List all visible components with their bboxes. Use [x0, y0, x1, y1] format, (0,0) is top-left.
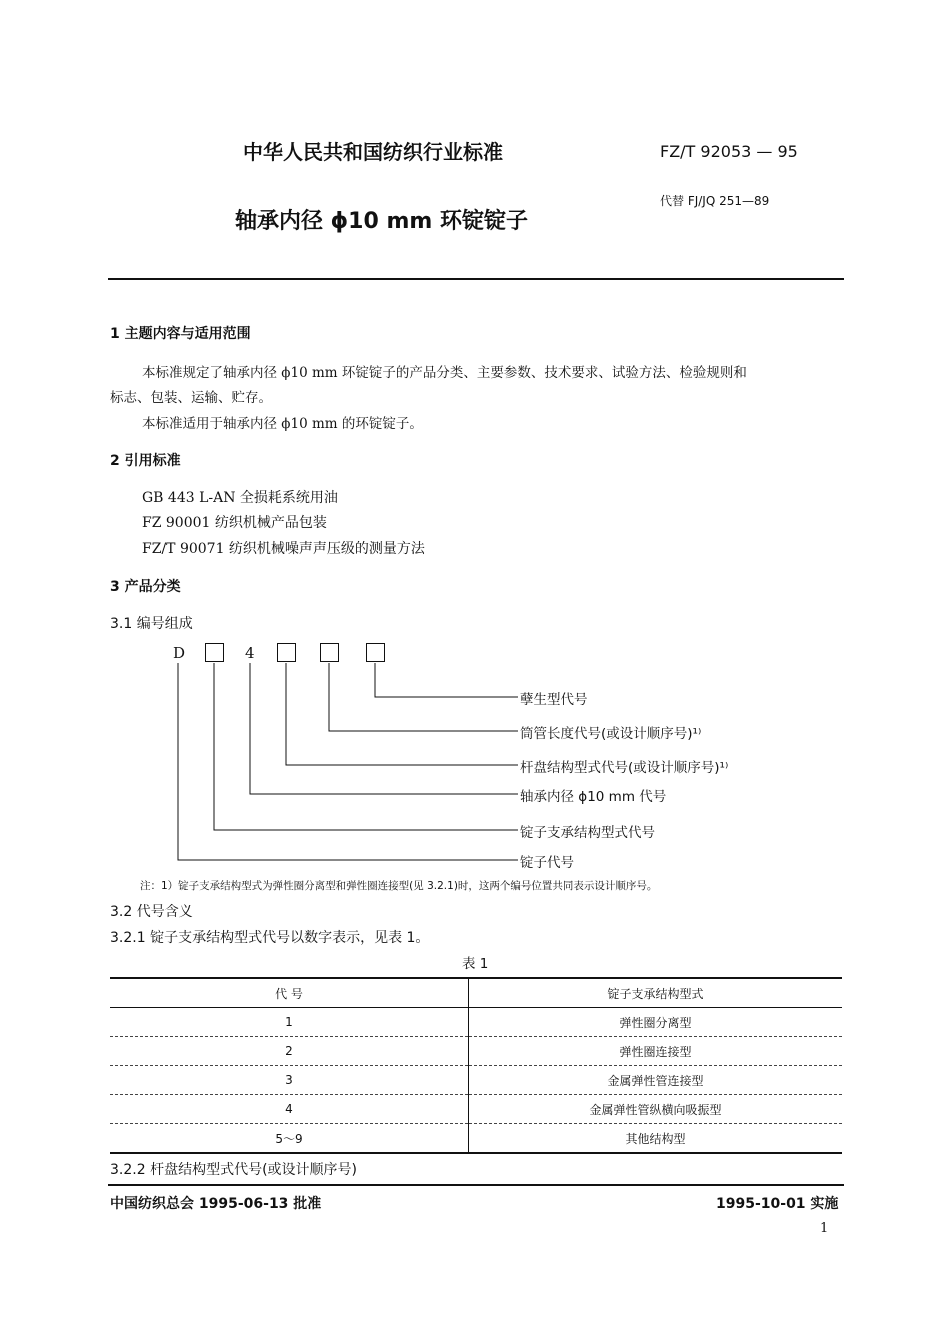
label-bearing-code: 轴承内径 ϕ10 mm 代号 [520, 789, 667, 805]
section-3-2-2-heading: 3.2.2 杆盘结构型式代号(或设计顺序号) [110, 1162, 357, 1178]
section-1-para-1-line-2: 标志、包装、运输、贮存。 [110, 390, 272, 406]
leader-line-bearing-code [250, 663, 518, 794]
table-row [110, 1037, 842, 1066]
section-1-para-1-line-1: 本标准规定了轴承内径 ϕ10 mm 环锭锭子的产品分类、主要参数、技术要求、试验方法、检验规则和 [142, 365, 747, 381]
table-cell-code: 5～9 [110, 1124, 469, 1154]
table-row [110, 1066, 842, 1095]
table-cell-support-type: 弹性圈连接型 [469, 1037, 843, 1066]
org-title: 中华人民共和国纺织行业标准 [243, 140, 503, 164]
reference-item: GB 443 L-AN 全损耗系统用油 [142, 490, 338, 506]
replaces-note: 代替 FJ/JQ 251—89 [660, 194, 770, 208]
table-cell-code: 1 [110, 1008, 469, 1037]
section-1-para-2: 本标准适用于轴承内径 ϕ10 mm 的环锭锭子。 [142, 416, 423, 432]
code-letter-d: D [173, 644, 186, 662]
table-row [110, 1124, 842, 1154]
table-header-support-type: 锭子支承结构型式 [469, 978, 843, 1008]
table-cell-code: 3 [110, 1066, 469, 1095]
table-row [110, 1095, 842, 1124]
page-number: 1 [820, 1221, 829, 1236]
section-2-heading: 2 引用标准 [110, 453, 181, 469]
reference-item: FZ 90001 纺织机械产品包装 [142, 515, 327, 531]
section-1-heading: 1 主题内容与适用范围 [110, 326, 251, 342]
table-header-row [110, 978, 842, 1008]
table-row [110, 1008, 842, 1037]
support-type-table [110, 977, 842, 1154]
label-support-type-code: 锭子支承结构型式代号 [520, 825, 655, 841]
code-digit-four: 4 [245, 644, 255, 662]
section-3-2-heading: 3.2 代号含义 [110, 904, 193, 920]
table-cell-support-type: 金属弹性管纵横向吸振型 [469, 1095, 843, 1124]
table-cell-support-type: 其他结构型 [469, 1124, 843, 1154]
standard-number: FZ/T 92053 — 95 [660, 142, 798, 161]
section-3-1-heading: 3.1 编号组成 [110, 616, 193, 632]
label-derived-type-code: 孽生型代号 [520, 692, 588, 708]
approval-date: 中国纺织总会 1995-06-13 批准 [110, 1196, 322, 1212]
document-title: 轴承内径 ϕ10 mm 环锭锭子 [235, 209, 528, 234]
table-cell-code: 4 [110, 1095, 469, 1124]
table-caption: 表 1 [462, 956, 489, 972]
table-cell-support-type: 金属弹性管连接型 [469, 1066, 843, 1095]
table-cell-support-type: 弹性圈分离型 [469, 1008, 843, 1037]
leader-line-derived-type [375, 663, 518, 697]
footer-rule [108, 1184, 844, 1186]
label-bobbin-length-code: 筒管长度代号(或设计顺序号)¹⁾ [520, 726, 702, 742]
section-3-2-1-text: 3.2.1 锭子支承结构型式代号以数字表示，见表 1。 [110, 930, 430, 946]
label-spindle-code: 锭子代号 [520, 855, 574, 871]
table-header-code: 代 号 [110, 978, 469, 1008]
reference-item: FZ/T 90071 纺织机械噪声声压级的测量方法 [142, 541, 425, 557]
leader-line-rod-disc-type [286, 663, 518, 765]
leader-line-support-type [214, 663, 518, 830]
diagram-footnote: 注：1）锭子支承结构型式为弹性圈分离型和弹性圈连接型(见 3.2.1)时，这两个编号位置共同表示设计顺序号。 [140, 880, 658, 892]
table-cell-code: 2 [110, 1037, 469, 1066]
section-3-heading: 3 产品分类 [110, 579, 181, 595]
effective-date: 1995-10-01 实施 [716, 1196, 839, 1212]
label-rod-disc-type-code: 杆盘结构型式代号(或设计顺序号)¹⁾ [520, 760, 729, 776]
